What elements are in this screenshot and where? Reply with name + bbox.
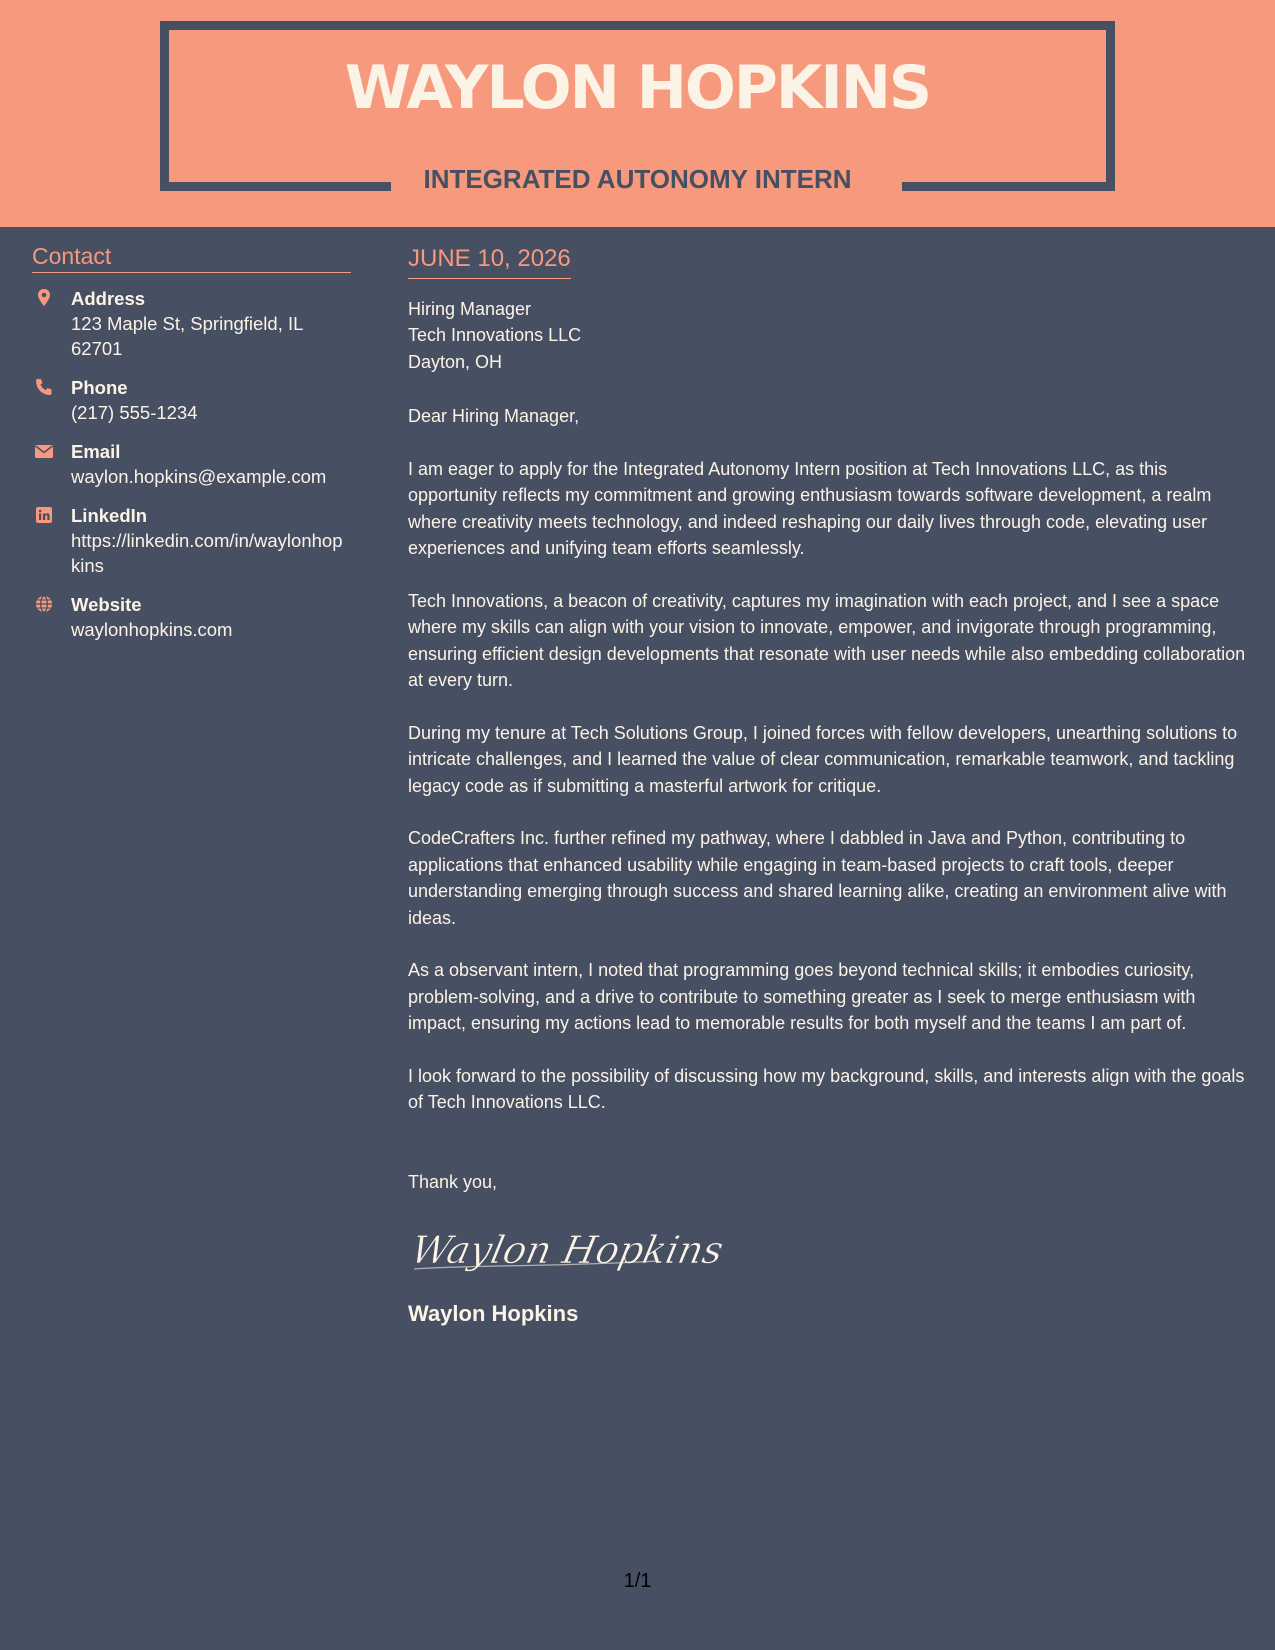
contact-address <box>32 286 351 361</box>
linkedin-value[interactable]: https://linkedin.com/in/waylonhopkins <box>71 530 343 577</box>
signer-name: Waylon Hopkins <box>408 1301 579 1327</box>
phone-label: Phone <box>71 377 128 399</box>
contact-linkedin <box>32 503 351 578</box>
svg-text:Waylon Hopkins: Waylon Hopkins <box>406 1228 728 1274</box>
handwritten-signature <box>408 1221 1248 1281</box>
recipient-line: Dayton, OH <box>408 351 503 372</box>
contact-email <box>32 439 351 489</box>
phone-icon <box>34 377 54 397</box>
recipient-line: Hiring Manager <box>408 298 532 319</box>
email-value[interactable]: waylon.hopkins@example.com <box>71 466 327 488</box>
column-divider <box>382 1390 383 1650</box>
letter-date: JUNE 10, 2026 <box>408 245 571 279</box>
recipient-block <box>408 296 1248 376</box>
location-pin-icon <box>34 288 54 308</box>
globe-icon <box>34 594 54 614</box>
header-banner <box>0 0 1275 227</box>
body-paragraph: During my tenure at Tech Solutions Group, I joined forces with fellow developers, unearthing solutions to intricate challenges, and I learned the value of clear communication, remarkable teamwork, and tackling legacy code as if submitting a masterful artwork for critique. <box>408 722 1238 796</box>
address-label: Address <box>71 288 146 310</box>
linkedin-label: LinkedIn <box>71 505 148 527</box>
recipient-line: Tech Innovations LLC <box>408 325 582 346</box>
email-label: Email <box>71 441 121 463</box>
contact-website <box>32 592 351 642</box>
candidate-name: WAYLON HOPKINS <box>344 53 931 123</box>
body-paragraph: I am eager to apply for the Integrated Autonomy Intern position at Tech Innovations LLC, as this opportunity reflects my commitment and growing enthusiasm towards software development, a realm where creativity meets technology, and indeed reshaping our daily lives through code, elevating user experiences and unifying team efforts seamlessly. <box>408 458 1212 559</box>
closing: Thank you, <box>408 1171 498 1192</box>
linkedin-icon <box>34 505 54 525</box>
phone-value: (217) 555-1234 <box>71 402 198 424</box>
letter-body <box>408 245 1248 1328</box>
body-paragraph: I look forward to the possibility of discussing how my background, skills, and interests align with the goals of Tech Innovations LLC. <box>408 1065 1245 1113</box>
contact-sidebar <box>32 244 351 656</box>
website-label: Website <box>71 594 142 616</box>
website-value[interactable]: waylonhopkins.com <box>71 619 233 641</box>
page-number: 1/1 <box>623 1570 652 1592</box>
body-paragraph: CodeCrafters Inc. further refined my pathway, where I dabbled in Java and Python, contributing to applications that enhanced usability while engaging in team-based projects to craft tools, deeper understanding emerging through success and shared learning alike, creating an environment alive with ideas. <box>408 828 1227 928</box>
envelope-icon <box>34 441 54 461</box>
salutation: Dear Hiring Manager, <box>408 406 580 427</box>
job-title: INTEGRATED AUTONOMY INTERN <box>423 164 852 194</box>
contact-list <box>32 286 351 642</box>
address-value: 123 Maple St, Springfield, IL 62701 <box>71 313 303 360</box>
contact-heading: Contact <box>32 244 351 273</box>
body-paragraph: Tech Innovations, a beacon of creativity, captures my imagination with each project, and I see a space where my skills can align with your vision to innovate, empower, and invigorate through programming, ensuring efficient design developments that resonate with user needs while also embedding collaboration at every turn. <box>408 590 1246 691</box>
body-paragraph: As a observant intern, I noted that programming goes beyond technical skills; it embodies curiosity, problem-solving, and a drive to contribute to something greater as I seek to merge enthusiasm with impact, ensuring my actions lead to memorable results for both myself and the teams I am part of. <box>408 960 1196 1034</box>
contact-phone <box>32 375 351 425</box>
